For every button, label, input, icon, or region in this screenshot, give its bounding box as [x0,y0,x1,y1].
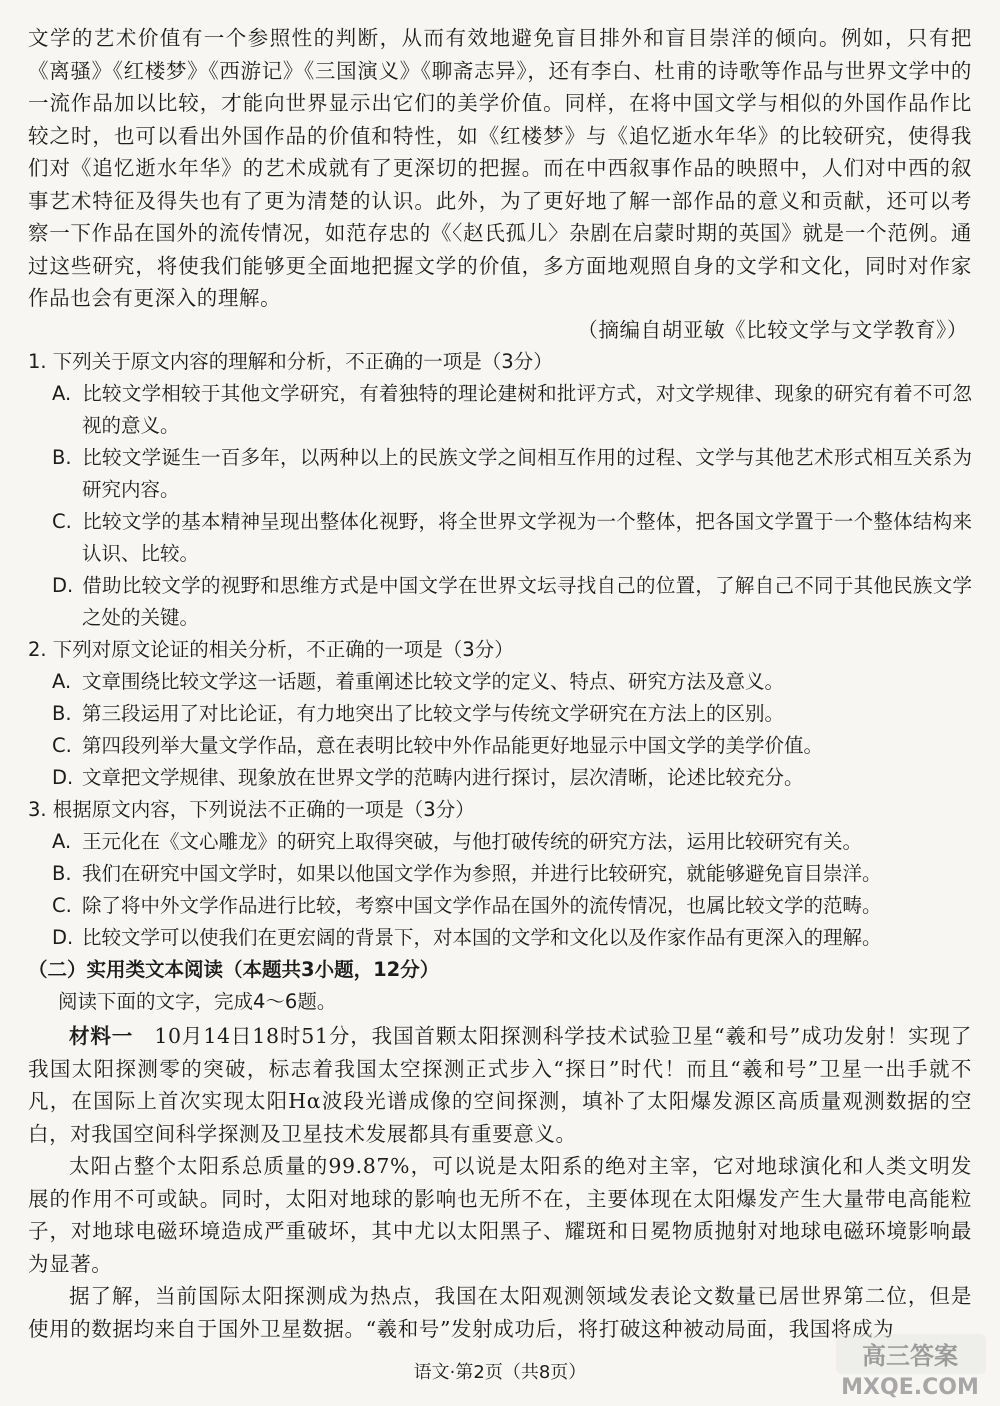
question-stem: 1. 下列关于原文内容的理解和分析，不正确的一项是（3分） [28,350,553,373]
option-a [28,666,972,698]
option-text: 文章把文学规律、现象放在世界文学的范畴内进行探讨，层次清晰，论述比较充分。 [82,766,804,789]
option-text: 比较文学可以使我们在更宏阔的背景下，对本国的文学和文化以及作家作品有更深入的理解。 [82,926,882,949]
option-a [28,378,972,442]
passage-source: （摘编自胡亚敏《比较文学与文学教育》） [577,318,968,342]
option-text: 比较文学相较于其他文学研究，有着独特的理论建树和批评方式，对文学规律、现象的研究有着不可忽视的意义。 [82,382,972,437]
question-1 [28,346,972,634]
option-letter: C. [52,734,72,757]
practical-text [28,1020,972,1345]
material-paragraph-1 [28,1020,972,1150]
option-text: 我们在研究中国文学时，如果以他国文学作为参照，并进行比较研究，就能够避免盲目崇洋。 [82,862,882,885]
passage-paragraph: 文学的艺术价值有一个参照性的判断，从而有效地避免盲目排外和盲目崇洋的倾向。例如，只有把《离骚》《红楼梦》《西游记》《三国演义》《聊斋志异》，还有李白、杜甫的诗歌等作品与世界文学中的一流作品加以比较，才能向世界显示出它们的美学价值。同样，在将中国文学与相似的外国作品作比较之时，也可以看出外国作品的价值和特性，如《红楼梦》与《追忆逝水年华》的比较研究，使得我们对《追忆逝水年华》的艺术成就有了更深切的把握。而在中西叙事作品的映照中，人们对中西的叙事艺术特征及得失也有了更为清楚的认识。此外，为了更好地了解一部作品的意义和贡献，还可以考察一下作品在国外的流传情况，如范存忠的《〈赵氏孤儿〉杂剧在启蒙时期的英国》就是一个范例。通过这些研究，将使我们能够更全面地把握文学的价值，多方面地观照自身的文学和文化，同时对作家作品也会有更深入的理解。 [28,26,972,310]
option-text: 王元化在《文心雕龙》的研究上取得突破，与他打破传统的研究方法，运用比较研究有关。 [82,830,863,853]
option-c [28,730,972,762]
option-text: 文章围绕比较文学这一话题，着重阐述比较文学的定义、特点、研究方法及意义。 [82,670,785,693]
option-letter: D. [52,766,74,789]
option-text: 第三段运用了对比论证，有力地突出了比较文学与传统文学研究在方法上的区别。 [82,702,785,725]
option-b [28,858,972,890]
section-instruction: 阅读下面的文字，完成4～6题。 [58,990,337,1013]
option-letter: A. [52,670,72,693]
option-letter: B. [52,862,72,885]
watermark-logo [802,1332,992,1402]
question-list [28,346,972,1018]
option-d [28,570,972,634]
option-letter: C. [52,510,72,533]
option-text: 比较文学诞生一百多年，以两种以上的民族文学之间相互作用的过程、文学与其他艺术形式相互关系为研究内容。 [82,446,972,501]
material-text: 10月14日18时51分，我国首颗太阳探测科学技术试验卫星“羲和号”成功发射！实现了我国太阳探测零的突破，标志着我国太空探测正式步入“探日”时代！而且“羲和号”卫星一出手就不凡，在国际上首次实现太阳Hα波段光谱成像的空间探测，填补了太阳爆发源区高质量观测数据的空白，对我国空间科学探测及卫星技术发展都具有重要意义。 [28,1024,973,1146]
option-b [28,442,972,506]
svg-text:MXQE.COM: MXQE.COM [841,1375,979,1400]
material-paragraph-3: 据了解，当前国际太阳探测成为热点，我国在太阳观测领域发表论文数量已居世界第二位，但是使用的数据均来自于国外卫星数据。“羲和号”发射成功后，将打破这种被动局面，我国将成为 [28,1284,972,1341]
option-letter: A. [52,382,72,405]
option-a [28,826,972,858]
option-letter: D. [52,574,74,597]
option-text: 除了将中外文学作品进行比较，考察中国文学作品在国外的流传情况，也属比较文学的范畴。 [82,894,882,917]
page-footer: 语文·第2页（共8页） [413,1362,587,1383]
section-title: （二）实用类文本阅读（本题共3小题，12分） [28,958,440,981]
material-paragraph-2: 太阳占整个太阳系总质量的99.87%，可以说是太阳系的绝对主宰，它对地球演化和人类文明发展的作用不可或缺。同时，太阳对地球的影响也无所不在，主要体现在太阳爆发产生大量带电高能粒子，对地球电磁环境造成严重破坏，其中尤以太阳黑子、耀斑和日冕物质抛射对地球电磁环境影响最为显著。 [28,1154,972,1276]
option-c [28,506,972,570]
question-stem: 2. 下列对原文论证的相关分析，不正确的一项是（3分） [28,638,514,661]
reading-passage [28,22,972,315]
option-d [28,922,972,954]
material-label: 材料一 [69,1024,134,1048]
option-b [28,698,972,730]
option-letter: B. [52,446,72,469]
option-letter: B. [52,702,72,725]
option-c [28,890,972,922]
question-stem: 3. 根据原文内容，下列说法不正确的一项是（3分） [28,798,475,821]
question-3 [28,794,972,954]
question-2 [28,634,972,794]
option-letter: A. [52,830,72,853]
option-text: 比较文学的基本精神呈现出整体化视野，将全世界文学视为一个整体，把各国文学置于一个整体结构来认识、比较。 [82,510,972,565]
option-letter: D. [52,926,74,949]
option-d [28,762,972,794]
option-text: 借助比较文学的视野和思维方式是中国文学在世界文坛寻找自己的位置，了解自己不同于其他民族文学之处的关键。 [82,574,972,629]
svg-text:高三答案: 高三答案 [862,1342,958,1370]
option-text: 第四段列举大量文学作品，意在表明比较中外作品能更好地显示中国文学的美学价值。 [82,734,824,757]
option-letter: C. [52,894,72,917]
